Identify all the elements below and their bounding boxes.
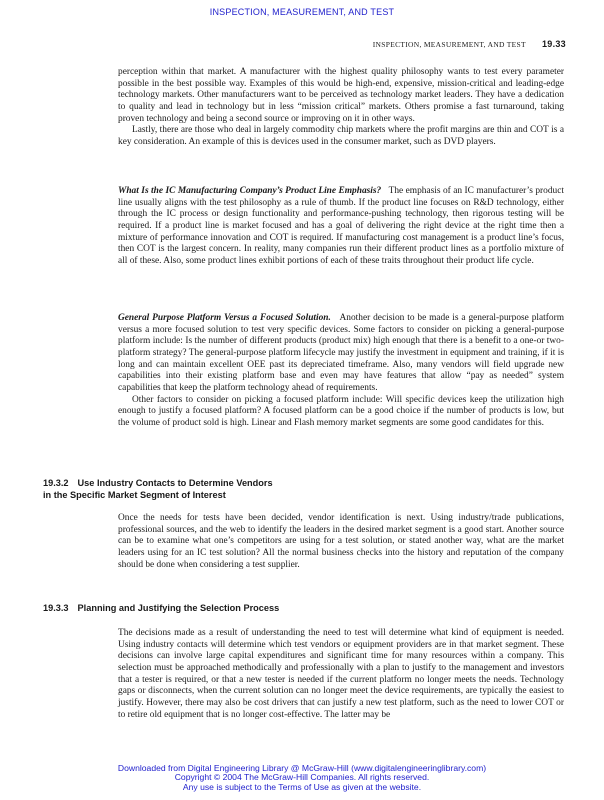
section-19-3-2-body <box>118 513 564 571</box>
platform-block <box>118 313 564 430</box>
section-number: 19.3.2 <box>43 478 69 488</box>
run-in-heading: What Is the IC Manufacturing Company’s Product Line Emphasis? <box>118 186 382 196</box>
paragraph: The decisions made as a result of understanding the need to test will determine what kind of equipment is needed. Using industry contacts will determine which test vendors or equipment providers are in that market segment. These decisions can involve large capital expenditures and significant time for many resources within a company. This selection must be approached methodically and professionally with a plan to justify to the management and investors that a tester is required, or that a new tester is needed if the current platform no longer meets the needs. Technology gaps or disconnects, when the current solution can no longer meet the device requirements, are typically the easiest to justify. However, there may also be cost drivers that can justify a new test platform, such as the need to lower COT or to retire old equipment that is no longer cost-effective. The latter may be <box>118 628 564 720</box>
section-title: Planning and Justifying the Selection Process <box>77 603 280 613</box>
footer-line: Copyright © 2004 The McGraw-Hill Companies. All rights reserved. <box>174 772 430 783</box>
section-title: Use Industry Contacts to Determine Vendors <box>77 478 273 488</box>
download-footer <box>0 764 604 792</box>
paragraph <box>118 186 564 268</box>
section-number: 19.3.3 <box>43 603 69 613</box>
paragraph: perception within that market. A manufacturer with the highest quality philosophy wants to test every parameter possible in the best possible way. Examples of this would be high-end, expensive, mission-critical and leading-edge technology markets. Other manufacturers want to be perceived as technology market leaders. They have a dedication to quality and lead in technology but in less “mission critical” markets. Others promise a fast turnaround, taking proven technology and being a second source or improving on it in other ways. <box>118 67 564 124</box>
section-heading-19-3-3 <box>43 603 279 615</box>
paragraph: Other factors to consider on picking a focused platform include: Will specific devices keep the utilization high enough to justify a focused platform? A focused platform can be a good choice if the number of products is low, but the volume of product sold is high. Linear and Flash memory market segments are some good candidates for this. <box>118 394 564 428</box>
paragraph <box>118 313 564 395</box>
paragraph: Once the needs for tests have been decided, vendor identification is next. Using industry/trade publications, professional sources, and the web to identify the leaders in the desired market segment is a good start. Another source can be to examine what one’s competitors are using for a test solution, or stated another way, what are the market leaders using for an IC test solution? All the normal business checks into the history and reputation of the company should be done when considering a test supplier. <box>118 513 564 570</box>
intro-block <box>118 67 564 149</box>
section-19-3-3-body <box>118 628 564 721</box>
section-heading-line <box>43 478 273 490</box>
footer-line: Downloaded from Digital Engineering Library @ McGraw-Hill (www.digitalengineeringlibrary.com) <box>117 763 487 773</box>
page-number: 19.33 <box>541 39 566 49</box>
run-in-heading: General Purpose Platform Versus a Focused Solution. <box>118 313 331 323</box>
paragraph: Lastly, there are those who deal in largely commodity chip markets where the profit margins are thin and COT is a key consideration. An example of this is devices used in the consumer market, such as DVD players. <box>118 125 564 147</box>
footer-line: Any use is subject to the Terms of Use as given at the website. <box>182 781 422 792</box>
running-header <box>373 39 566 49</box>
section-heading-19-3-2 <box>43 478 273 501</box>
page-banner: INSPECTION, MEASUREMENT, AND TEST <box>209 7 395 17</box>
section-title-line2: in the Specific Market Segment of Interest <box>43 489 226 500</box>
paragraph-text: The emphasis of an IC manufacturer’s product line usually aligns with the test philosophy as a rule of thumb. If the product line focuses on R&D technology, either through the IC process or design functionality and performance-pushing technology, then rigorous testing will be required. If a product line is market focused and has a goal of delivering the right device at the right time then a mixture of performance innovation and COT is required. If manufacturing cost management is a product line’s focus, then COT is the largest concern. In reality, many companies run their different product lines as a portfolio mixture of all of these. Also, some product lines exhibit portions of each of these traits throughout their product life cycle. <box>118 186 564 266</box>
running-title: INSPECTION, MEASUREMENT, AND TEST <box>372 40 526 49</box>
product-line-block <box>118 186 564 268</box>
paragraph-text: Another decision to be made is a general-purpose platform versus a more focused solution to test very specific devices. Some factors to consider on picking a general-purpose platform include: Is the number of different products (product mix) high enough that there is a benefit to a one-or two-platform strategy? The general-purpose platform lifecycle may justify the investment in equipment and training, if it is long and can maintain excellent OEE past its depreciated timeframe. Also, many vendors will field upgrade new capabilities into their existing platform base and even may have features that allow “pay as needed” system capabilities that keep the platform technology ahead of requirements. <box>118 313 564 393</box>
